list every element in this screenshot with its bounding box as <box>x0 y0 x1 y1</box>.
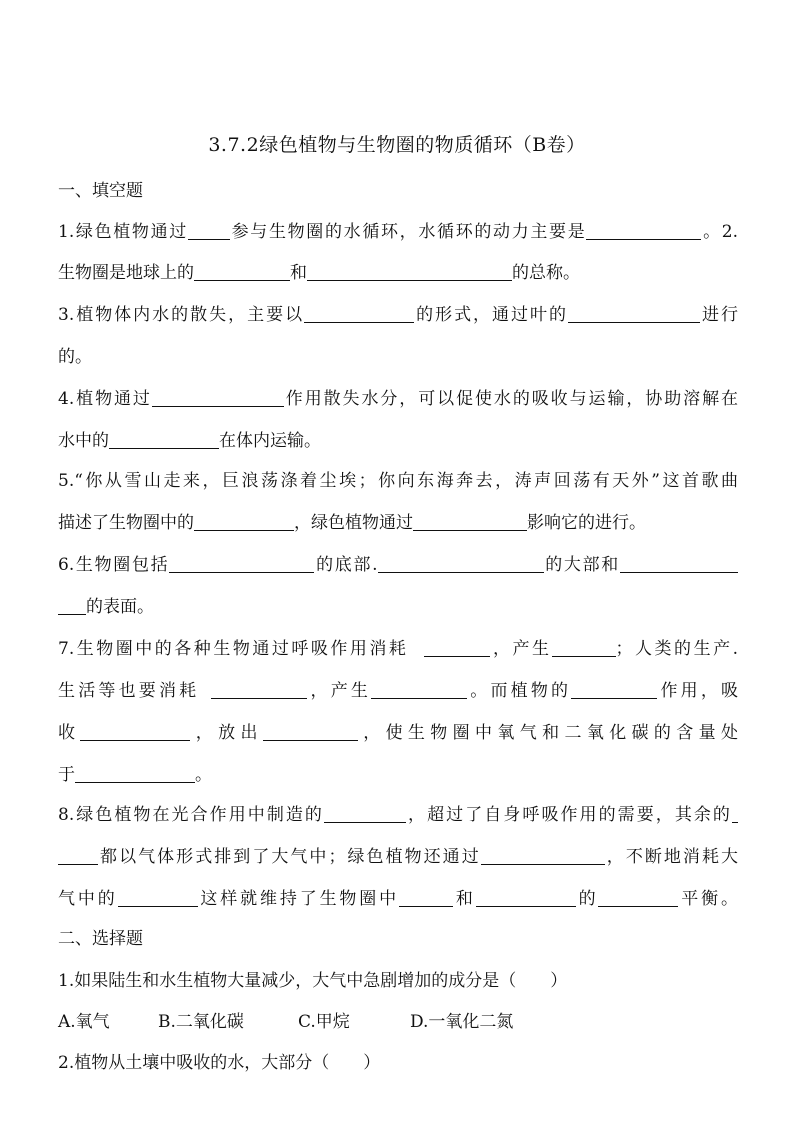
question-8-line-2: 都以气体形式排到了大气中；绿色植物还通过 ，不断地消耗大 <box>58 842 738 867</box>
question-6-line: 6.生物圈包括 的底部. 的大部和 <box>58 550 738 575</box>
answer-blank[interactable] <box>568 305 700 323</box>
answer-blank[interactable] <box>571 681 657 699</box>
question-4-line: 4.植物通过 作用散失水分，可以促使水的吸收与运输，协助溶解在 <box>58 389 738 409</box>
answer-blank[interactable] <box>732 805 738 823</box>
question-1-line: 1.绿色植物通过 参与生物圈的水循环，水循环的动力主要是 。2. <box>58 222 738 242</box>
page-title: 3.7.2绿色植物与生物圈的物质循环（B卷） <box>208 134 586 156</box>
question-7-line-2: 生活等也要消耗 ，产生 。而植物的 作用，吸 <box>58 681 739 701</box>
section-heading-multiple-choice: 二、选择题 <box>58 929 143 949</box>
question-2-line: 生物圈是地球上的 和 的总称。 <box>58 263 580 283</box>
choice-question-1-stem: 1.如果陆生和水生植物大量减少，大气中急剧增加的成分是（ ） <box>58 971 568 991</box>
answer-blank[interactable] <box>552 639 616 657</box>
answer-blank[interactable] <box>118 889 198 907</box>
question-8-line-3: 气中的 这样就维持了生物圈中 和 的 平衡。 <box>58 889 739 909</box>
option-d[interactable]: D.一氧化二氮 <box>410 1012 514 1032</box>
answer-blank[interactable] <box>586 222 701 240</box>
question-7-line: 7.生物圈中的各种生物通过呼吸作用消耗 ，产生 ；人类的生产. <box>58 639 738 659</box>
question-5-line-2: 描述了生物圈中的 ，绿色植物通过 影响它的进行。 <box>58 513 646 533</box>
answer-blank[interactable] <box>58 597 86 615</box>
answer-blank[interactable] <box>58 847 98 865</box>
answer-blank[interactable] <box>598 889 678 907</box>
choice-question-2-stem: 2.植物从土壤中吸收的水，大部分（ ） <box>58 1053 381 1073</box>
question-8-line: 8.绿色植物在光合作用中制造的 ，超过了自身呼吸作用的需要，其余的 <box>58 800 738 825</box>
answer-blank[interactable] <box>75 765 195 783</box>
question-7-line-4: 于 。 <box>58 765 212 785</box>
option-b[interactable]: B.二氧化碳 <box>158 1012 244 1032</box>
answer-blank[interactable] <box>80 723 190 741</box>
answer-blank[interactable] <box>109 431 219 449</box>
option-a[interactable]: A.氧气 <box>58 1012 110 1032</box>
question-5-line: 5.“你从雪山走来，巨浪荡涤着尘埃；你向东海奔去，涛声回荡有天外”这首歌曲 <box>58 471 738 491</box>
question-6-line-2: 的表面。 <box>58 592 738 617</box>
answer-blank[interactable] <box>324 805 406 823</box>
answer-blank[interactable] <box>476 889 576 907</box>
answer-blank[interactable] <box>194 263 290 281</box>
answer-blank[interactable] <box>304 305 414 323</box>
question-7-line-3: 收 ，放出 ，使生物圈中氧气和二氧化碳的含量处 <box>58 723 739 743</box>
question-3-line: 3.植物体内水的散失，主要以 的形式，通过叶的 进行 <box>58 305 738 325</box>
choice-question-1-options <box>58 1007 513 1032</box>
answer-blank[interactable] <box>188 222 230 240</box>
answer-blank[interactable] <box>371 681 467 699</box>
answer-blank[interactable] <box>307 263 512 281</box>
question-4-line-2: 水中的 在体内运输。 <box>58 431 321 451</box>
question-3-line-2: 的。 <box>58 347 92 367</box>
option-c[interactable]: C.甲烷 <box>298 1012 350 1032</box>
answer-blank[interactable] <box>378 555 544 573</box>
answer-blank[interactable] <box>211 681 307 699</box>
answer-blank[interactable] <box>413 513 527 531</box>
answer-blank[interactable] <box>399 889 453 907</box>
answer-blank[interactable] <box>152 389 284 407</box>
answer-blank[interactable] <box>194 513 294 531</box>
answer-blank[interactable] <box>263 723 358 741</box>
answer-blank[interactable] <box>169 555 314 573</box>
answer-blank[interactable] <box>424 639 490 657</box>
section-heading-fill-in: 一、填空题 <box>58 181 143 201</box>
answer-blank[interactable] <box>620 555 738 573</box>
answer-blank[interactable] <box>481 847 605 865</box>
